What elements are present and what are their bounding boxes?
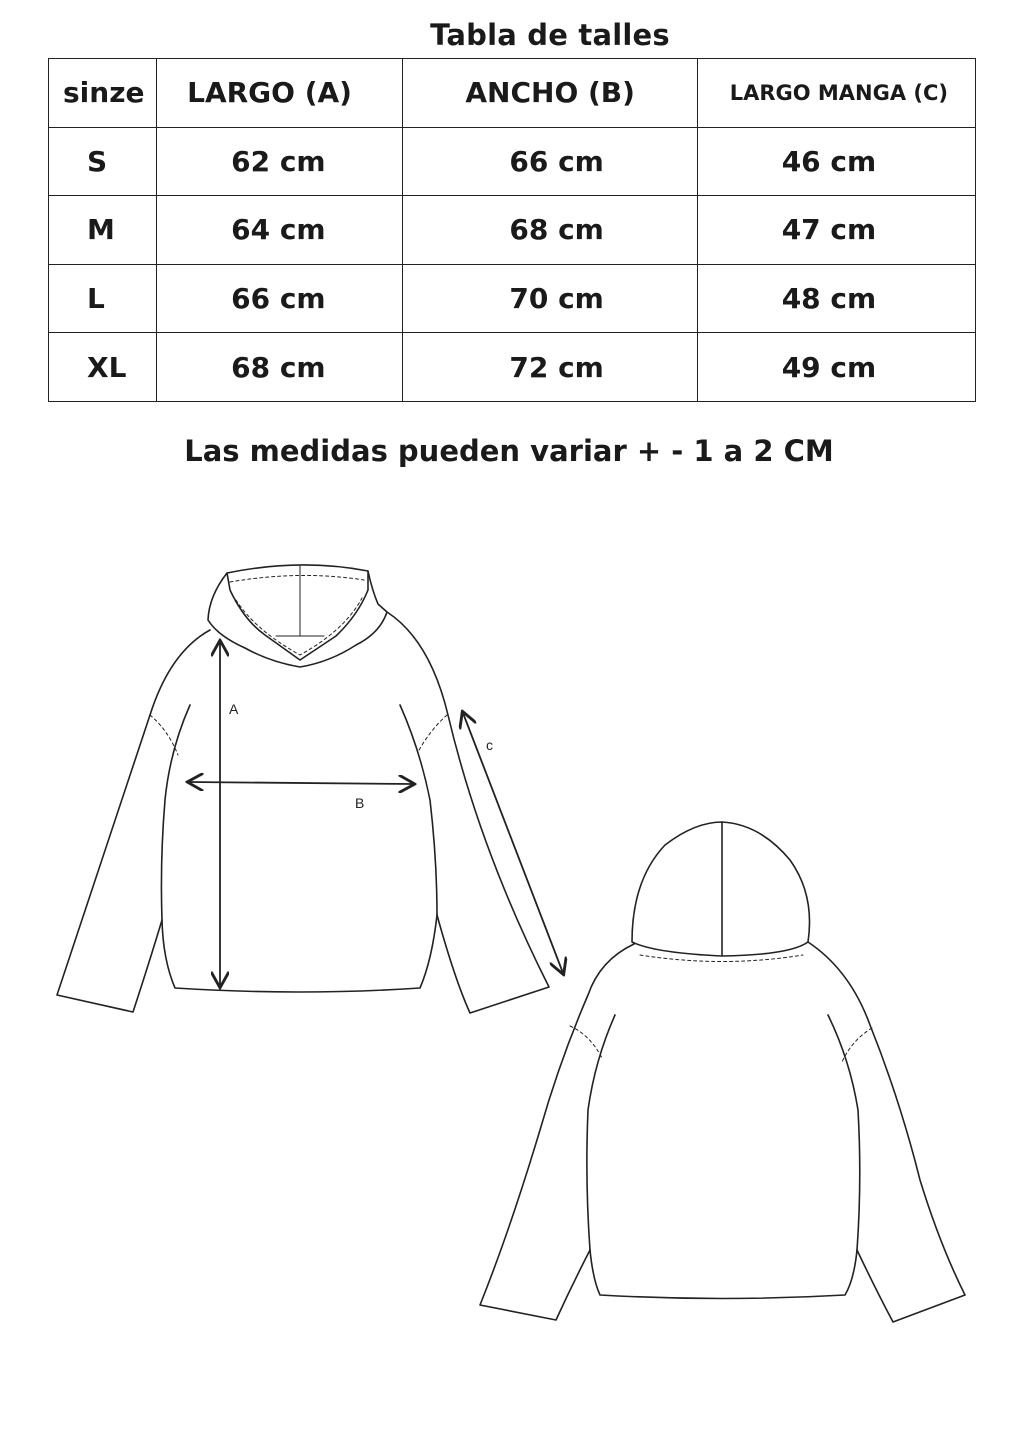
label-b: B	[355, 795, 365, 811]
header-size: sinze	[49, 59, 157, 128]
header-ancho: ANCHO (B)	[403, 59, 697, 128]
label-a: A	[229, 701, 239, 717]
cell-manga: 48 cm	[697, 264, 975, 333]
measure-arrows	[189, 642, 563, 986]
cell-largo: 66 cm	[157, 264, 403, 333]
arrow-c	[463, 713, 563, 973]
cell-largo: 68 cm	[157, 333, 403, 402]
cell-size: M	[49, 196, 157, 265]
header-largo: LARGO (A)	[157, 59, 403, 128]
cell-manga: 49 cm	[697, 333, 975, 402]
cell-ancho: 68 cm	[403, 196, 697, 265]
cell-ancho: 72 cm	[403, 333, 697, 402]
hoodie-back	[480, 822, 965, 1322]
cell-largo: 62 cm	[157, 127, 403, 196]
cell-manga: 47 cm	[697, 196, 975, 265]
cell-manga: 46 cm	[697, 127, 975, 196]
hoodie-front	[57, 565, 549, 1013]
page-title: Tabla de talles	[430, 18, 670, 52]
cell-ancho: 70 cm	[403, 264, 697, 333]
arrow-b	[189, 782, 413, 784]
header-largo-manga: LARGO MANGA (C)	[697, 59, 975, 128]
label-c: c	[486, 737, 493, 753]
cell-size: L	[49, 264, 157, 333]
cell-ancho: 66 cm	[403, 127, 697, 196]
cell-largo: 64 cm	[157, 196, 403, 265]
cell-size: XL	[49, 333, 157, 402]
measurement-note: Las medidas pueden variar + - 1 a 2 CM	[184, 434, 834, 468]
cell-size: S	[49, 127, 157, 196]
